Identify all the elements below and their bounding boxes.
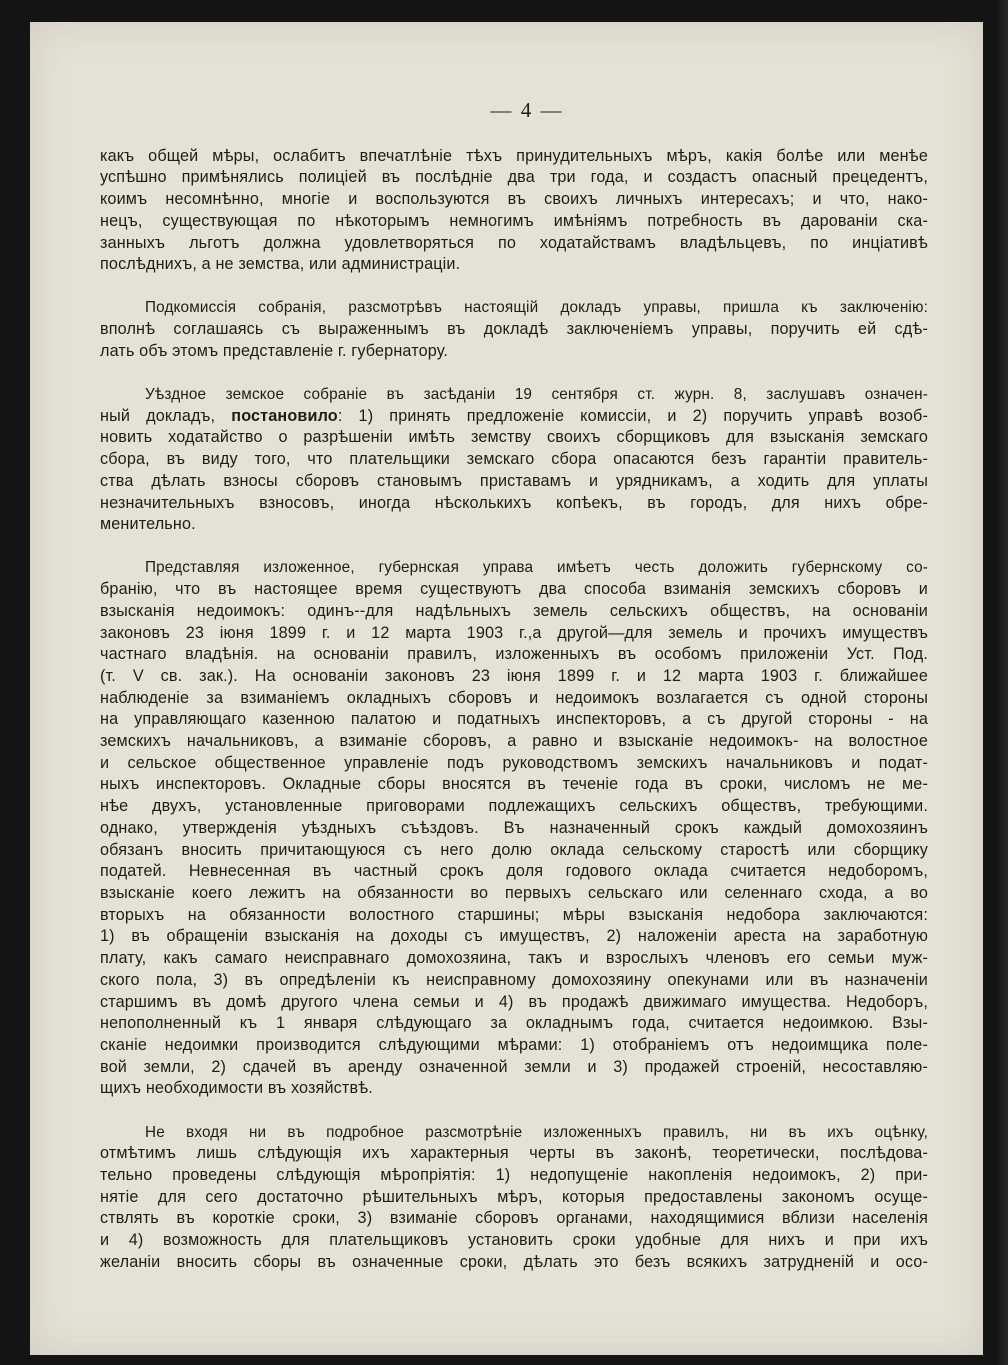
text-line: нятіе для сего достаточно рѣшительныхъ мѣръ, которыя предоставлены закономъ осуще- (100, 1187, 928, 1206)
text-line: тельно проведены слѣдующія мѣропріятія: 1) недопущеніе накопленія недоимокъ, 2) при- (100, 1165, 928, 1184)
paragraphs (100, 146, 928, 1274)
text-line: земскихъ начальниковъ, а взиманіе сборовъ, а равно и взысканіе недоимокъ- на волостное (100, 732, 928, 751)
text-line: сбора, въ виду того, что плательщики земскаго сбора опасаются безъ гарантіи правитель- (100, 450, 928, 469)
text-line: обязанъ вносить причитающуюся съ него долю оклада сельскому старостѣ или сборщику (100, 840, 928, 859)
text-line: вторыхъ на обязанности волостного старшины; мѣры взысканія недобора заключаются: (100, 905, 928, 924)
text-line: и сельское общественное управленіе подъ руководствомъ земскихъ начальниковъ и подат- (100, 753, 928, 772)
text-line: и 4) возможность для плательщиковъ установить сроки удобные для нихъ и при ихъ (100, 1231, 928, 1250)
page-content (100, 100, 928, 1295)
text-line: ства дѣлать взносы сборовъ становымъ приставамъ и урядникамъ, а ходить для уплаты (100, 471, 928, 490)
text-line: ныхъ инспекторовъ. Окладные сборы вносятся въ теченіе года въ сроки, числомъ не ме- (100, 775, 928, 794)
text-line: взысканіе коего лежитъ на обязанности во первыхъ сельскаго или селеннаго схода, а во (100, 884, 928, 902)
text-line: менительно. (100, 515, 196, 534)
text-line: лать объ этомъ представленіе г. губернатору. (100, 341, 448, 360)
text-line: успѣшно примѣнялись полиціей въ послѣдніе два три года, и создастъ опасный прецедентъ, (100, 168, 928, 187)
paragraph (100, 1122, 928, 1274)
text-line: однако, утвержденія уѣздныхъ съѣздовъ. Въ назначенный срокъ каждый домохозяинъ (100, 818, 928, 837)
text-line: сканіе недоимки производится слѣдующими мѣрами: 1) отобраніемъ отъ недоимщика поле- (100, 1035, 928, 1054)
text-line: законовъ 23 іюня 1899 г. и 12 марта 1903 г.,а другой—для земель и прочихъ имуществъ (100, 623, 928, 642)
text-line: нецъ, существующая по нѣкоторымъ немногимъ имѣніямъ потребность въ дарованіи ска- (100, 211, 928, 230)
text-line: плату, какъ самаго неисправнаго домохозяина, такъ и взрослыхъ членовъ его семьи муж- (100, 949, 928, 968)
text-line: на управляющаго казенною палатою и податныхъ инспекторовъ, а съ другой стороны - на (100, 710, 928, 729)
text-line: (т. V св. зак.). На основаніи законовъ 23 іюня 1899 г. и 12 марта 1903 г. ближайшее (100, 666, 928, 685)
text-line: вой земли, 2) сдачей въ аренду означенной земли и 3) продажей строеній, несоставляю- (100, 1057, 928, 1076)
text-line: старшимъ въ домѣ другого члена семьи и 4) въ продажѣ движимаго имущества. Недоборъ, (100, 992, 928, 1011)
text-line: бранію, что въ настоящее время существуютъ два способа взиманія земскихъ сборовъ и (100, 580, 928, 599)
book-edge (994, 0, 1008, 1365)
text-line: Уѣздное земское собраніе въ засѣданіи 19 сентября ст. журн. 8, заслушавъ означен- (145, 386, 928, 404)
text-line: непополненный къ 1 января слѣдующаго за окладнымъ года, считается недоимкою. Взы- (100, 1014, 928, 1033)
page-number: — 4 — (490, 98, 564, 122)
text-line: 1) въ обращеніи взысканія на доходы съ имуществъ, 2) наложеніи ареста на заработную (100, 927, 928, 946)
text-line: какъ общей мѣры, ослабитъ впечатлѣніе тѣхъ принудительныхъ мѣръ, какія болѣе или менѣе (100, 146, 928, 165)
text-line: вполнѣ соглашаясь съ выраженнымъ въ докладѣ заключеніемъ управы, поручить ей сдѣ- (100, 320, 928, 339)
text-line: ствлять въ короткіе сроки, 3) взиманіе сборовъ органами, находящимися вблизи населенія (100, 1209, 928, 1228)
paragraph (100, 557, 928, 1100)
text-line: занныхъ льготъ должна удовлетворяться по ходатайствамъ владѣльцевъ, по инціативѣ (100, 233, 928, 252)
text-line: податей. Невнесенная въ частный срокъ доля годового оклада считается недоборомъ, (100, 862, 928, 881)
text-line: щихъ необходимости въ хозяйствѣ. (100, 1079, 373, 1098)
text-line: Представляя изложенное, губернская управа имѣетъ честь доложить губернскому со- (145, 559, 928, 577)
text-line: наблюденіе за взиманіемъ окладныхъ сборовъ и недоимокъ возлагается съ одной стороны (100, 688, 928, 707)
text-line: нѣе двухъ, установленные приговорами подлежащихъ сельскихъ обществъ, требующими. (100, 797, 928, 816)
text-line: новить ходатайство о разрѣшеніи имѣть земству своихъ сборщиковъ для взысканія земскаго (100, 428, 928, 447)
text-line: послѣднихъ, а не земства, или администраціи. (100, 255, 461, 274)
paragraph (100, 384, 928, 536)
text-line: коимъ несомнѣнно, многіе и воспользуются въ своихъ личныхъ интересахъ; и что, нако- (100, 190, 928, 209)
document-page (30, 22, 983, 1355)
text-line: ского пола, 3) въ опредѣленіи къ неисправному домохозяину опекунами или въ назначеніи (100, 970, 928, 989)
text-line: взысканія недоимокъ: одинъ--для надѣльныхъ земель сельскихъ обществъ, на основаніи (100, 601, 928, 620)
text-line: Не входя ни въ подробное разсмотрѣніе изложенныхъ правилъ, ни въ ихъ оцѣнку, (145, 1123, 928, 1141)
text-line: частнаго владѣнія. на основаніи правилъ, изложенныхъ въ особомъ приложеніи Уст. Под. (100, 645, 928, 664)
paragraph (100, 297, 928, 362)
text-line: отмѣтимъ лишь слѣдующія ихъ характерныя черты въ законѣ, теоретически, послѣдова- (100, 1144, 928, 1163)
paragraph (100, 146, 928, 276)
text-line: незначительныхъ взносовъ, иногда нѣсколькихъ копѣекъ, въ городъ, для нихъ обре- (100, 493, 928, 512)
text-line: ный докладъ, постановило: 1) принять предложеніе комиссіи, и 2) поручить управѣ возоб- (100, 406, 928, 425)
text-line: Подкомиссія собранія, разсмотрѣвъ настоящій докладъ управы, пришла къ заключенію: (145, 299, 928, 317)
text-line: желаніи вносить сборы въ означенные сроки, дѣлать это безъ всякихъ затрудненій и осо- (100, 1252, 928, 1271)
